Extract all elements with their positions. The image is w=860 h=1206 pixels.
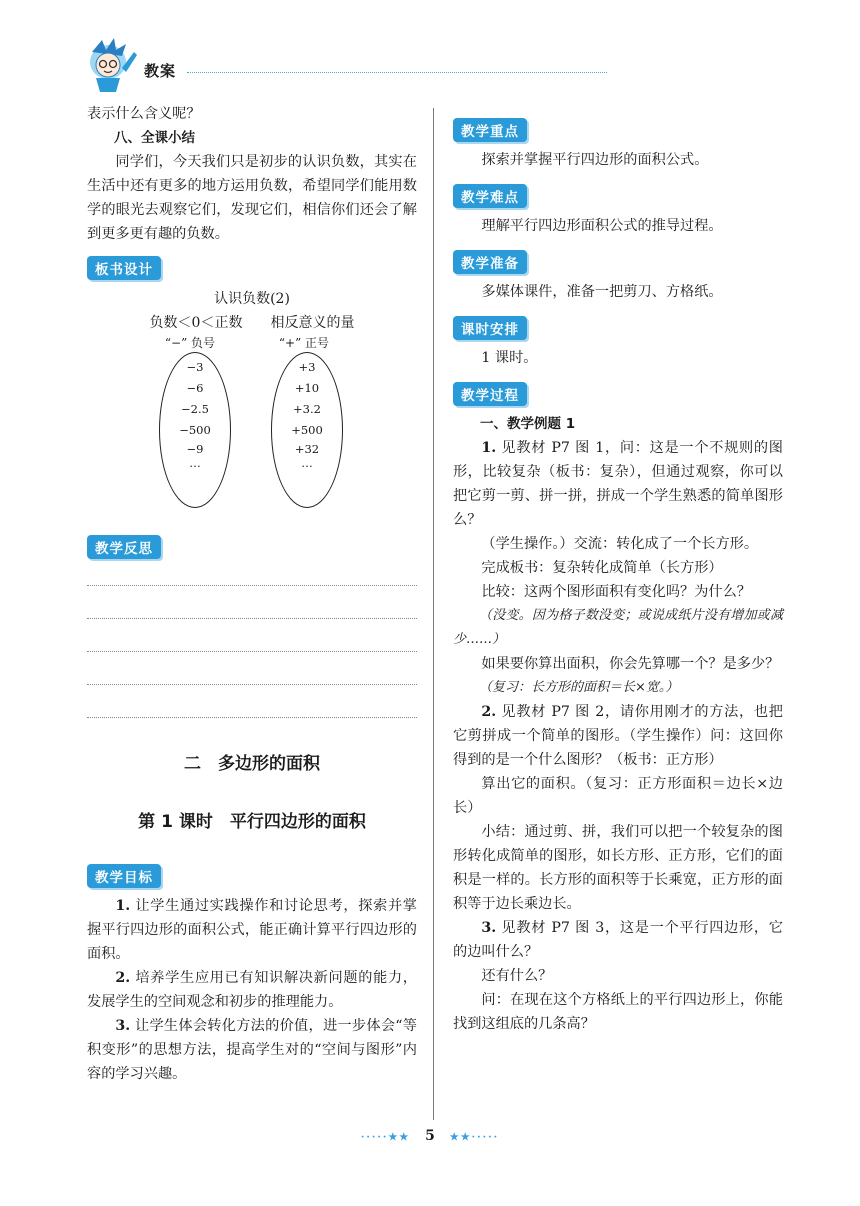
summary-heading: 八、全课小结 (114, 130, 195, 146)
pos-sign-label: “+” 正号 (278, 336, 330, 350)
neg-value: … (189, 456, 201, 470)
page-header (82, 38, 612, 90)
mascot-logo (82, 38, 140, 94)
negative-oval (159, 352, 231, 508)
pos-value: +3 (298, 360, 316, 374)
paragraph: （复习：长方形的面积＝长×宽。） (479, 680, 679, 695)
star-decoration-left: ·····★★ (360, 1132, 411, 1143)
example-heading: 一、教学例题 1 (480, 416, 576, 432)
reflection-tag: 教学反思 (87, 535, 161, 559)
board-design (87, 288, 417, 538)
blank-line (87, 618, 417, 619)
positive-oval (271, 352, 343, 508)
neg-value: −500 (179, 423, 211, 437)
blank-line (87, 585, 417, 586)
paragraph: 比较：这两个图形面积有变化吗？为什么？ (481, 584, 751, 600)
paragraph: 小结：通过剪、拼，我们可以把一个较复杂的图形转化成简单的图形，如长方形、正方形，它们的面积是一样的。长方形的面积等于长乘宽，正方形的面积等于边长乘边长。 (453, 824, 783, 912)
star-decoration-right: ★★····· (449, 1132, 500, 1143)
pos-value: +3.2 (293, 402, 321, 416)
pos-value: … (301, 456, 313, 470)
schedule-text: 1 课时。 (481, 350, 538, 366)
step-2: 2. 见教材 P7 图 2，请你用刚才的方法，也把它剪拼成一个简单的图形。（学生操作）问：这回你得到的是一个什么图形？（板书：正方形） (453, 704, 783, 768)
difficulty-tag: 教学难点 (453, 184, 527, 208)
summary-text: 同学们，今天我们只是初步的认识负数，其实在生活中还有更多的地方运用负数，希望同学们能用数学的眼光去观察它们，发现它们，相信你们还会了解到更多更有趣的负数。 (87, 154, 417, 242)
schedule-tag: 课时安排 (453, 316, 527, 340)
preparation-tag: 教学准备 (453, 250, 527, 274)
neg-value: −9 (186, 442, 204, 456)
board-design-tag: 板书设计 (87, 256, 161, 280)
pos-value: +32 (294, 442, 320, 456)
paragraph: 完成板书：复杂转化成简单（长方形） (481, 560, 723, 576)
neg-sign-label: “−” 负号 (164, 336, 216, 350)
board-line-1: 负数＜0＜正数 相反意义的量 (149, 315, 355, 331)
step-3: 3. 见教材 P7 图 3，这是一个平行四边形，它的边叫什么？ (453, 920, 783, 960)
paragraph: 如果要你算出面积，你会先算哪一个？是多少？ (481, 656, 780, 672)
step-1: 1. 见教材 P7 图 1，问：这是一个不规则的图形，比较复杂（板书：复杂），但通过观察，你可以把它剪一剪、拼一拼，拼成一个学生熟悉的简单图形么？ (453, 440, 783, 528)
reflection-lines (87, 585, 417, 718)
page-number: 5 (425, 1128, 435, 1144)
blank-line (87, 684, 417, 685)
focus-tag: 教学重点 (453, 118, 527, 142)
blank-line (87, 717, 417, 718)
blank-line (87, 651, 417, 652)
neg-value: −3 (186, 360, 204, 374)
paragraph: （学生操作。）交流：转化成了一个长方形。 (481, 536, 759, 552)
header-rule (187, 72, 607, 73)
right-column (453, 118, 783, 1036)
board-title: 认识负数(2) (214, 291, 290, 307)
neg-value: −6 (186, 381, 204, 395)
chapter-title: 二 多边形的面积 (184, 754, 320, 774)
paragraph: 还有什么？ (481, 968, 553, 984)
continued-text: 表示什么含义呢？ (87, 106, 201, 122)
left-column (87, 102, 417, 1086)
column-divider (433, 108, 434, 1120)
neg-value: −2.5 (181, 402, 209, 416)
goal-item: 1. 让学生通过实践操作和讨论思考，探索并掌握平行四边形的面积公式，能正确计算平行四边形的面积。 (87, 898, 417, 962)
page-footer (0, 1128, 860, 1144)
goal-item: 2. 培养学生应用已有知识解决新问题的能力，发展学生的空间观念和初步的推理能力。 (87, 970, 417, 1010)
process-tag: 教学过程 (453, 382, 527, 406)
preparation-text: 多媒体课件，准备一把剪刀、方格纸。 (481, 284, 723, 300)
difficulty-text: 理解平行四边形面积公式的推导过程。 (481, 218, 723, 234)
paragraph: 问：在现在这个方格纸上的平行四边形上，你能找到这组底的几条高？ (453, 992, 783, 1032)
pos-value: +10 (294, 381, 320, 395)
paragraph: （没变。因为格子数没变；或说成纸片没有增加或减少……） (453, 608, 783, 647)
pos-value: +500 (291, 423, 323, 437)
lesson-title: 第 1 课时 平行四边形的面积 (138, 812, 366, 832)
goals-tag: 教学目标 (87, 864, 161, 888)
focus-text: 探索并掌握平行四边形的面积公式。 (481, 152, 709, 168)
header-title: 教案 (144, 62, 177, 80)
paragraph: 算出它的面积。（复习：正方形面积＝边长×边长） (453, 776, 783, 816)
goal-item: 3. 让学生体会转化方法的价值，进一步体会“等积变形”的思想方法，提高学生对的“空间与图形”内容的学习兴趣。 (87, 1018, 417, 1082)
